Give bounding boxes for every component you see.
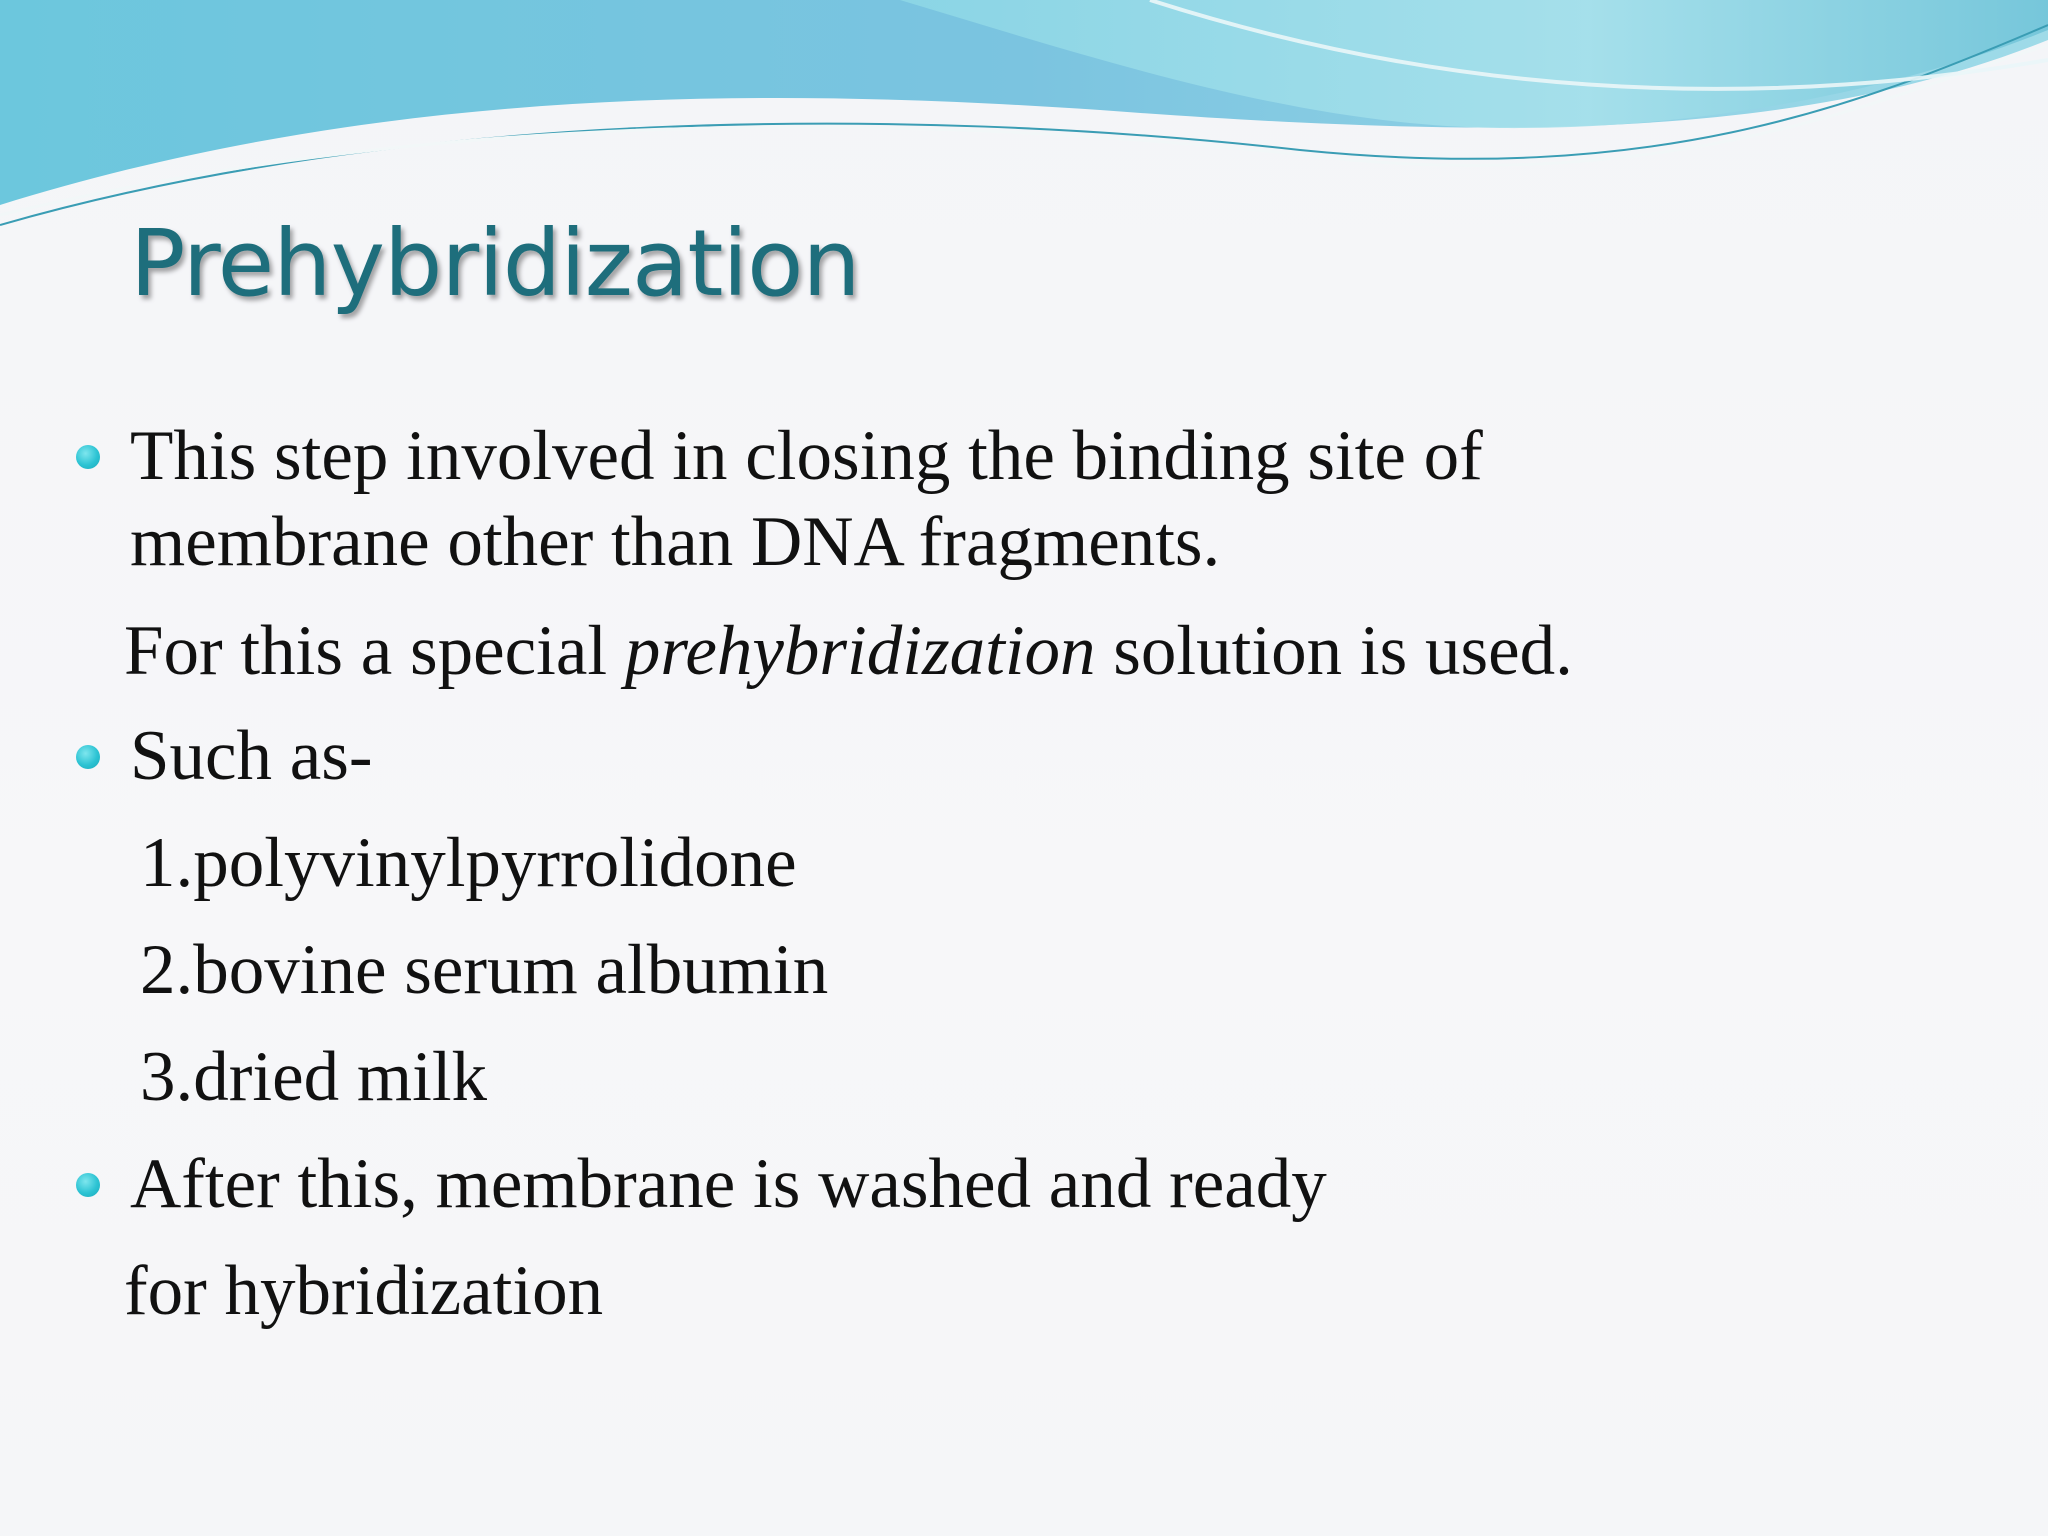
continuation-text-line [124,608,1573,694]
continuation-text-line: for hybridization [124,1252,604,1330]
text-segment: solution is used. [1095,612,1573,690]
slide-title: Prehybridization [130,210,860,317]
list-item: 2.bovine serum albumin [140,931,829,1009]
bullet-text-line: membrane other than DNA fragments. [130,503,1221,581]
bullet-icon [76,445,100,469]
italic-term: prehybridization [624,612,1096,690]
list-item: 3.dried milk [140,1038,488,1116]
bullet-text-line: Such as- [130,717,373,795]
bullet-icon [76,745,100,769]
bullet-text-line: After this, membrane is washed and ready [130,1145,1327,1223]
list-item: 1.polyvinylpyrrolidone [140,824,797,902]
decorative-wave-header [0,0,2048,240]
bullet-text-line: This step involved in closing the binding site of [130,417,1483,495]
text-segment: For this a special [124,612,625,690]
bullet-icon [76,1173,100,1197]
